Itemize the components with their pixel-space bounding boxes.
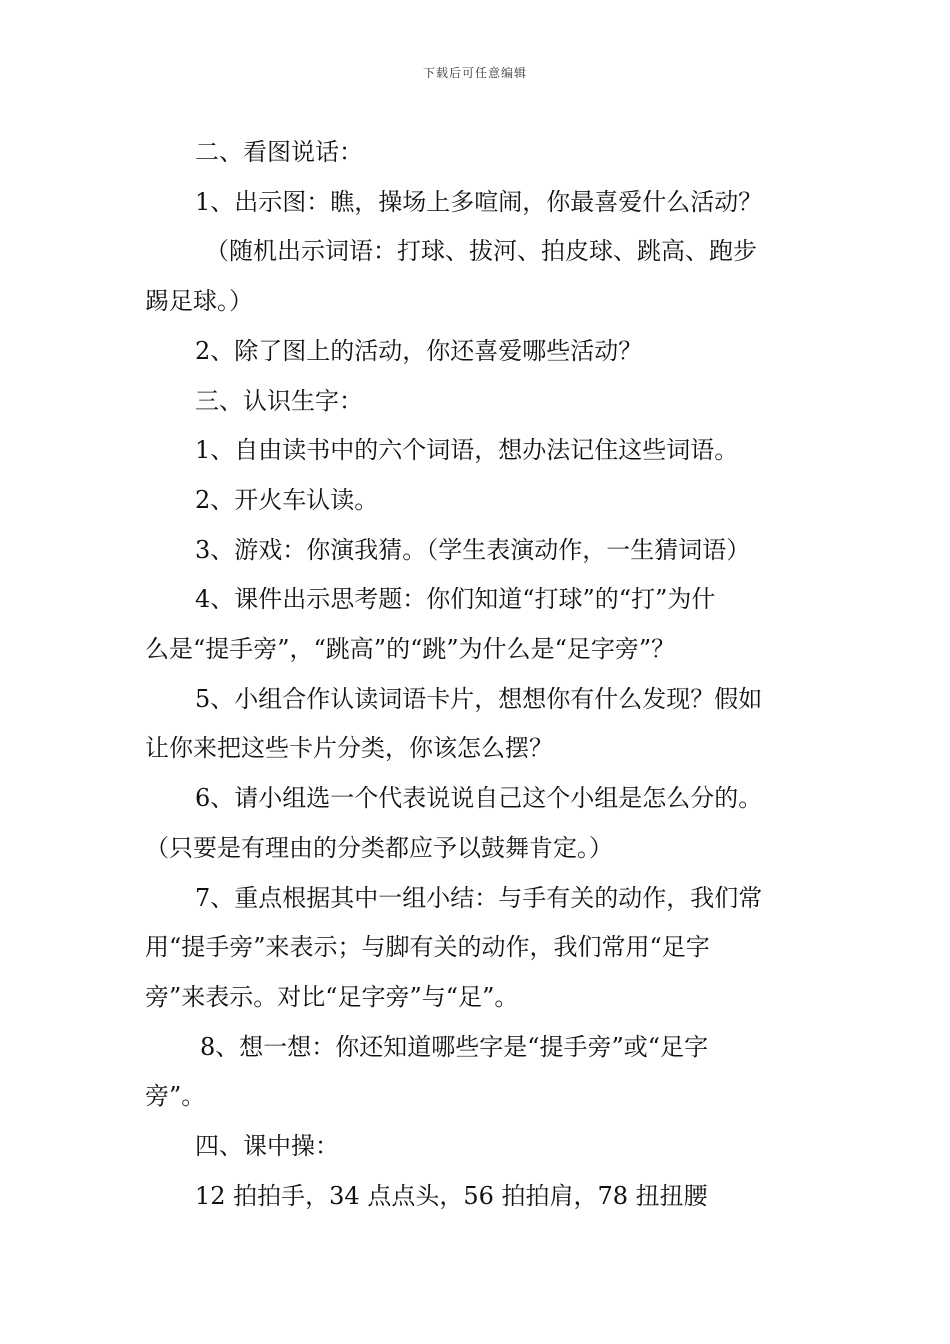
section-heading-2: 二、看图说话：: [195, 138, 363, 166]
section-heading-3: 三、认识生字：: [195, 386, 363, 415]
paragraph: 3、游戏：你演我猜。（学生表演动作，一生猜词语）: [195, 535, 751, 564]
paragraph: 8、想一想：你还知道哪些字是“提手旁”或“足字: [200, 1032, 709, 1061]
paragraph: 2、开火车认读。: [195, 485, 379, 514]
paragraph: （随机出示词语：打球、拔河、拍皮球、跳高、跑步: [205, 237, 757, 266]
paragraph: 5、小组合作认读词语卡片，想想你有什么发现？假如: [195, 684, 763, 713]
paragraph: 1、出示图：瞧，操场上多喧闹，你最喜爱什么活动？: [195, 187, 763, 216]
paragraph: 12 拍拍手，34 点点头，56 拍拍肩，78 扭扭腰: [195, 1181, 708, 1210]
section-heading-4: 四、课中操：: [195, 1132, 339, 1161]
paragraph-continuation: 旁”来表示。对比“足字旁”与“足”。: [145, 982, 519, 1011]
paragraph-continuation: 旁”。: [145, 1082, 206, 1111]
paragraph: 6、请小组选一个代表说说自己这个小组是怎么分的。: [195, 784, 763, 813]
paragraph-continuation: 让你来把这些卡片分类，你该怎么摆？: [145, 734, 553, 763]
paragraph: 1、自由读书中的六个词语，想办法记住这些词语。: [195, 436, 739, 465]
page-header: 下载后可任意编辑: [422, 66, 527, 80]
paragraph: 7、重点根据其中一组小结：与手有关的动作，我们常: [195, 883, 763, 912]
paragraph: 4、课件出示思考题：你们知道“打球”的“打”为什: [195, 585, 716, 614]
paragraph-continuation: 用“提手旁”来表示；与脚有关的动作，我们常用“足字: [145, 933, 710, 962]
paragraph: 2、除了图上的活动，你还喜爱哪些活动？: [195, 336, 643, 365]
document-body: [145, 128, 810, 1221]
paragraph-continuation: （只要是有理由的分类都应予以鼓舞肯定。）: [145, 833, 613, 862]
paragraph-continuation: 踢足球。）: [145, 287, 253, 316]
paragraph-continuation: 么是“提手旁”，“跳高”的“跳”为什么是“足字旁”？: [145, 635, 676, 664]
